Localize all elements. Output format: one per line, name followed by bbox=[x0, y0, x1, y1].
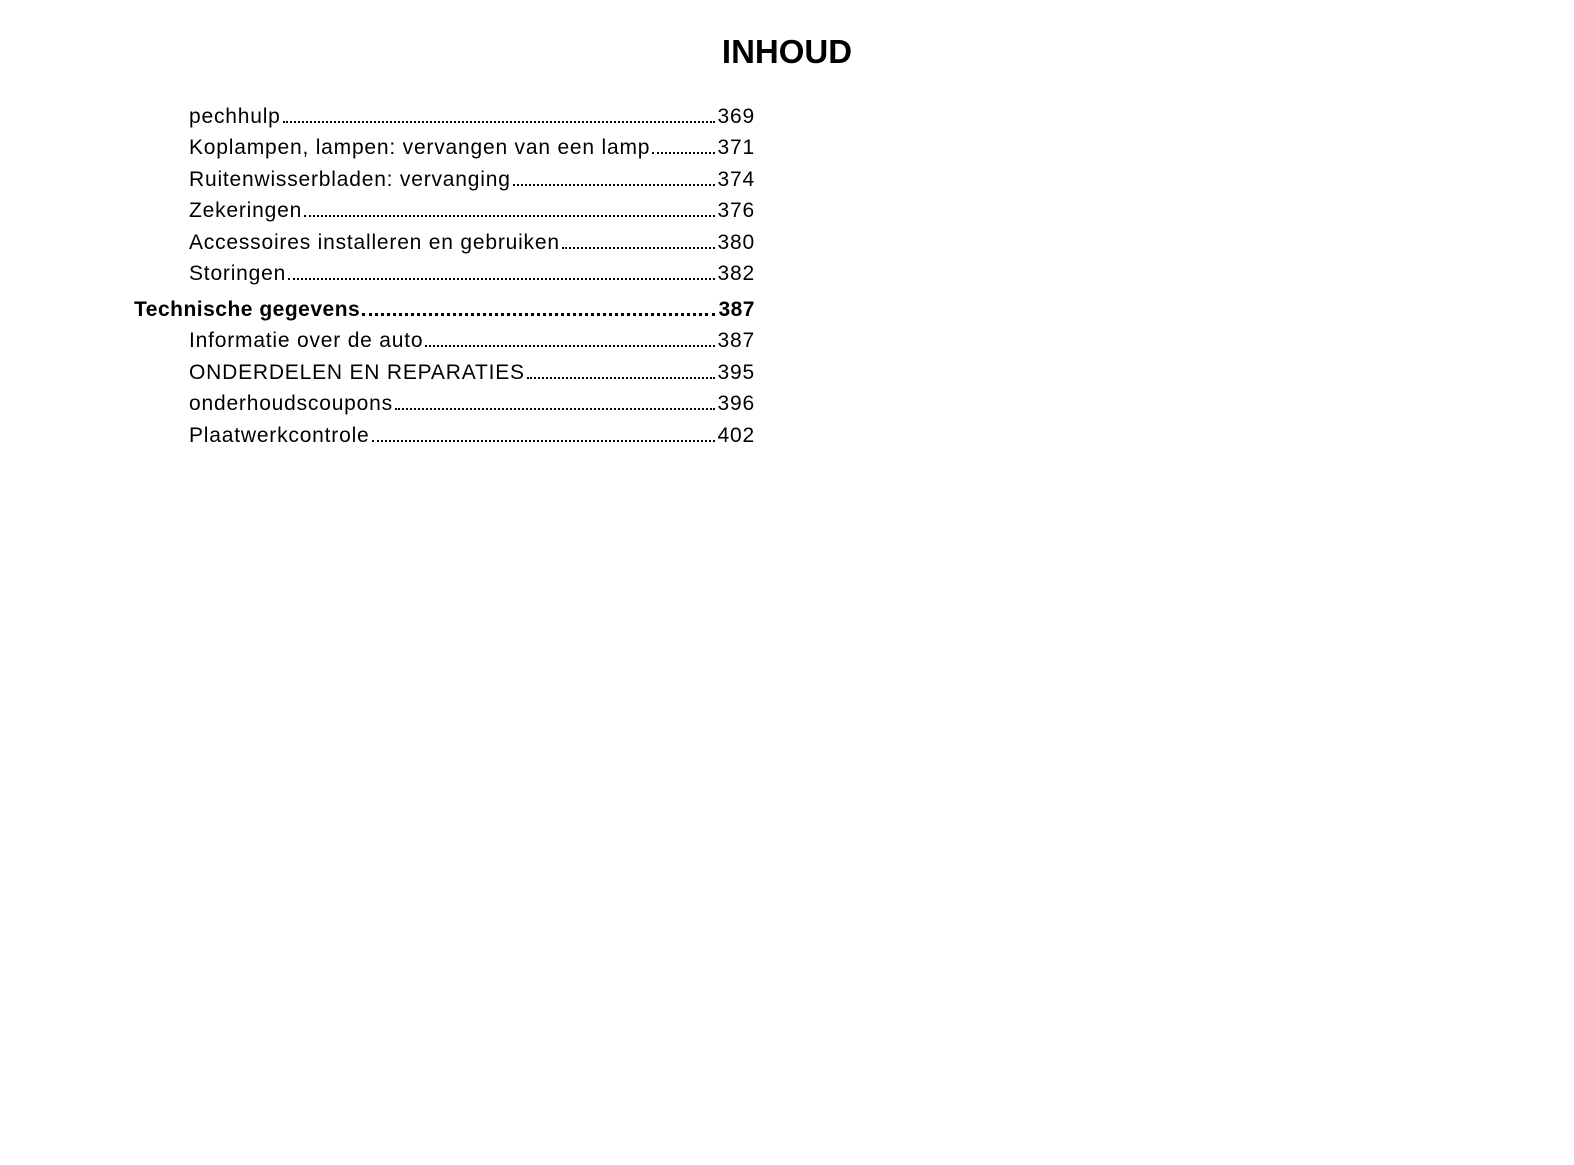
dot-leader bbox=[362, 312, 715, 316]
toc-entry-onderdelen-en-reparaties[interactable] bbox=[134, 357, 755, 388]
toc-entry-label: Koplampen, lampen: vervangen van een lamp bbox=[189, 136, 651, 160]
toc-entry-pechhulp[interactable] bbox=[134, 101, 755, 132]
toc-entry-label: ONDERDELEN EN REPARATIES bbox=[189, 360, 525, 384]
dot-leader bbox=[288, 277, 714, 280]
toc-entry-page-number: 402 bbox=[717, 423, 755, 447]
toc-entry-page-number: 382 bbox=[717, 261, 755, 285]
toc-entry-page-number: 374 bbox=[717, 167, 755, 191]
dot-leader bbox=[652, 151, 714, 154]
toc-entry-label: onderhoudscoupons bbox=[189, 392, 393, 416]
toc-entry-label: Accessoires installeren en gebruiken bbox=[189, 230, 560, 254]
toc-entry-page-number: 369 bbox=[717, 105, 755, 128]
toc-entry-page-number: 380 bbox=[717, 230, 755, 254]
toc-entry-ruitenwisserbladen[interactable] bbox=[134, 164, 755, 195]
toc-entry-label: pechhulp bbox=[189, 105, 281, 128]
toc-entry-zekeringen[interactable] bbox=[134, 195, 755, 226]
toc-entry-label: Informatie over de auto bbox=[189, 329, 424, 353]
toc-entry-page-number: 395 bbox=[717, 360, 755, 384]
toc-section-page-number: 387 bbox=[718, 297, 755, 321]
dot-leader bbox=[304, 214, 714, 217]
toc-entry-onderhoudscoupons[interactable] bbox=[134, 388, 755, 419]
toc-entry-koplampen[interactable] bbox=[134, 132, 755, 163]
dot-leader bbox=[425, 344, 714, 347]
dot-leader bbox=[395, 407, 715, 410]
toc-entry-label: Plaatwerkcontrole bbox=[189, 423, 370, 447]
toc-entry-accessoires[interactable] bbox=[134, 227, 755, 258]
dot-leader bbox=[513, 183, 715, 186]
page-title: INHOUD bbox=[721, 33, 853, 70]
dot-leader bbox=[527, 376, 715, 379]
dot-leader bbox=[372, 439, 715, 442]
toc-entry-page-number: 376 bbox=[717, 199, 755, 223]
toc-entry-label: Zekeringen bbox=[189, 199, 303, 223]
toc-entry-storingen[interactable] bbox=[134, 258, 755, 289]
toc-section-technische-gegevens[interactable] bbox=[134, 294, 755, 325]
toc-entry-label: Ruitenwisserbladen: vervanging bbox=[189, 167, 511, 191]
dot-leader bbox=[562, 246, 715, 249]
toc-entry-page-number: 387 bbox=[717, 329, 755, 353]
toc-entry-page-number: 371 bbox=[717, 136, 755, 160]
toc-section-label: Technische gegevens bbox=[134, 297, 361, 321]
toc-entry-page-number: 396 bbox=[717, 392, 755, 416]
dot-leader bbox=[283, 120, 715, 123]
toc-entry-informatie-over-de-auto[interactable] bbox=[134, 325, 755, 356]
toc-entry-label: Storingen bbox=[189, 261, 287, 285]
table-of-contents bbox=[134, 101, 755, 451]
toc-entry-plaatwerkcontrole[interactable] bbox=[134, 420, 755, 451]
